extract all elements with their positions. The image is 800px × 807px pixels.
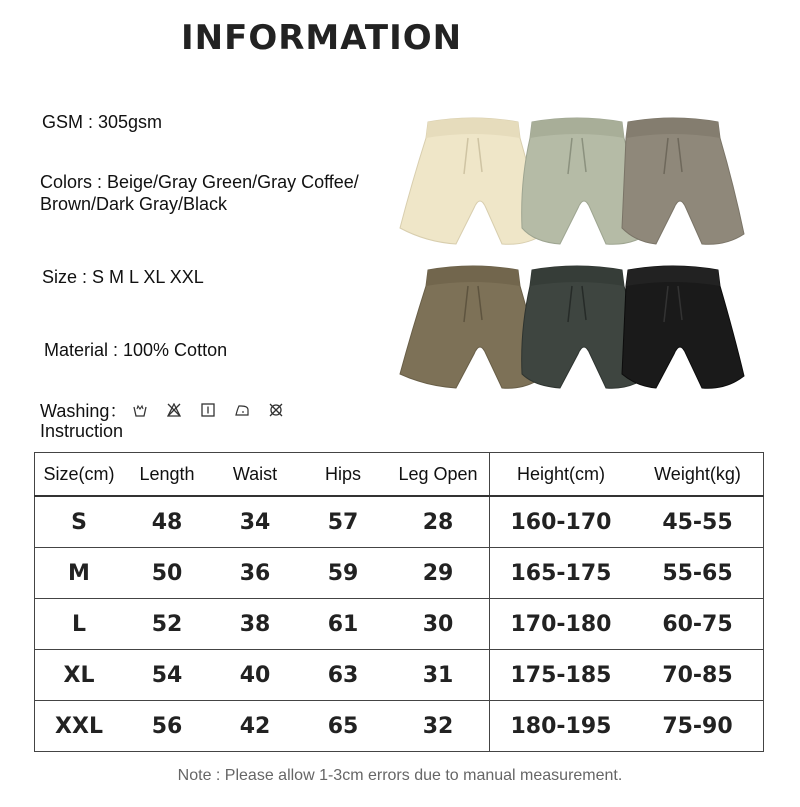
cell-height: 175-185	[490, 650, 633, 701]
header-waist: Waist	[211, 453, 299, 497]
cell-size: S	[35, 496, 124, 548]
colors-info-line2: Brown/Dark Gray/Black	[40, 194, 228, 214]
no-bleach-icon	[167, 403, 181, 417]
cell-hips: 59	[299, 548, 387, 599]
gsm-info: GSM : 305gsm	[42, 112, 163, 132]
shorts-gray-coffee	[622, 118, 744, 244]
cell-leg-open: 29	[387, 548, 490, 599]
header-height: Height(cm)	[490, 453, 633, 497]
cell-size: M	[35, 548, 124, 599]
cell-length: 56	[123, 701, 211, 752]
cell-hips: 65	[299, 701, 387, 752]
instruction-label: Instruction	[40, 421, 124, 441]
cell-length: 48	[123, 496, 211, 548]
table-row	[35, 650, 764, 701]
cell-waist: 34	[211, 496, 299, 548]
material-info: Material : 100% Cotton	[44, 340, 228, 360]
header-hips: Hips	[299, 453, 387, 497]
table-row	[35, 701, 764, 752]
cell-waist: 36	[211, 548, 299, 599]
cell-weight: 45-55	[632, 496, 764, 548]
cell-height: 180-195	[490, 701, 633, 752]
size-info: Size : S M L XL XXL	[42, 267, 204, 287]
shorts-illustrations	[398, 116, 758, 396]
washing-label: Washing：	[40, 401, 128, 421]
cell-waist: 42	[211, 701, 299, 752]
cell-waist: 38	[211, 599, 299, 650]
table-row	[35, 599, 764, 650]
header-weight: Weight(kg)	[632, 453, 764, 497]
cell-hips: 63	[299, 650, 387, 701]
cell-length: 52	[123, 599, 211, 650]
cell-length: 50	[123, 548, 211, 599]
shorts-black	[622, 266, 744, 388]
cell-leg-open: 30	[387, 599, 490, 650]
cell-weight: 70-85	[632, 650, 764, 701]
table-row	[35, 496, 764, 548]
cell-hips: 57	[299, 496, 387, 548]
cell-leg-open: 31	[387, 650, 490, 701]
page-title: INFORMATION	[181, 18, 463, 58]
cell-leg-open: 32	[387, 701, 490, 752]
table-header-row	[35, 453, 764, 497]
cell-waist: 40	[211, 650, 299, 701]
tumble-dry-icon	[201, 403, 215, 417]
hand-wash-icon	[133, 403, 147, 417]
washing-row	[40, 397, 303, 423]
cell-hips: 61	[299, 599, 387, 650]
cell-height: 165-175	[490, 548, 633, 599]
colors-info-line1: Colors : Beige/Gray Green/Gray Coffee/	[40, 172, 359, 192]
no-dry-clean-icon	[269, 403, 283, 417]
cell-size: XXL	[35, 701, 124, 752]
size-chart-table	[34, 452, 764, 752]
cell-size: L	[35, 599, 124, 650]
cell-leg-open: 28	[387, 496, 490, 548]
cell-weight: 75-90	[632, 701, 764, 752]
shorts-grid	[398, 116, 758, 401]
cell-height: 170-180	[490, 599, 633, 650]
measurement-note: Note : Please allow 1-3cm errors due to manual measurement.	[177, 767, 623, 784]
header-length: Length	[123, 453, 211, 497]
cell-size: XL	[35, 650, 124, 701]
table-row	[35, 548, 764, 599]
header-leg-open: Leg Open	[387, 453, 490, 497]
cell-weight: 60-75	[632, 599, 764, 650]
iron-low-icon	[235, 403, 249, 417]
header-size: Size(cm)	[35, 453, 124, 497]
cell-height: 160-170	[490, 496, 633, 548]
cell-length: 54	[123, 650, 211, 701]
cell-weight: 55-65	[632, 548, 764, 599]
